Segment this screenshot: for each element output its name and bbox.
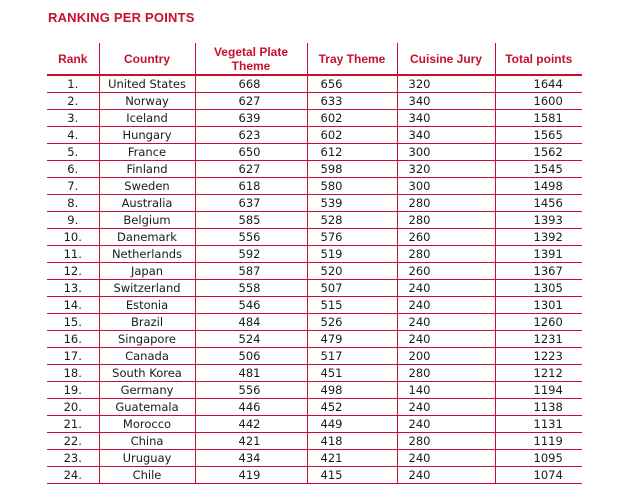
table-row xyxy=(47,399,582,416)
total-points-cell: 1231 xyxy=(495,331,582,348)
country-cell: France xyxy=(99,144,195,161)
header-cuisine-jury: Cuisine Jury xyxy=(397,43,495,75)
cuisine-jury-cell: 240 xyxy=(397,450,495,467)
rank-cell: 3. xyxy=(47,110,99,127)
total-points-cell: 1565 xyxy=(495,127,582,144)
rank-cell: 2. xyxy=(47,93,99,110)
tray-theme-cell: 451 xyxy=(307,365,397,382)
country-cell: Belgium xyxy=(99,212,195,229)
rank-cell: 16. xyxy=(47,331,99,348)
table-row xyxy=(47,467,582,484)
total-points-cell: 1131 xyxy=(495,416,582,433)
vegetal-plate-cell: 627 xyxy=(195,93,307,110)
rank-cell: 13. xyxy=(47,280,99,297)
vegetal-plate-cell: 481 xyxy=(195,365,307,382)
cuisine-jury-cell: 240 xyxy=(397,399,495,416)
header-row xyxy=(47,43,582,75)
vegetal-plate-cell: 556 xyxy=(195,382,307,399)
tray-theme-cell: 602 xyxy=(307,110,397,127)
tray-theme-cell: 507 xyxy=(307,280,397,297)
cuisine-jury-cell: 320 xyxy=(397,161,495,178)
rank-cell: 6. xyxy=(47,161,99,178)
vegetal-plate-cell: 546 xyxy=(195,297,307,314)
rank-cell: 1. xyxy=(47,75,99,93)
rank-cell: 4. xyxy=(47,127,99,144)
total-points-cell: 1260 xyxy=(495,314,582,331)
country-cell: Canada xyxy=(99,348,195,365)
rank-cell: 9. xyxy=(47,212,99,229)
total-points-cell: 1392 xyxy=(495,229,582,246)
vegetal-plate-cell: 650 xyxy=(195,144,307,161)
total-points-cell: 1074 xyxy=(495,467,582,484)
table-row xyxy=(47,263,582,280)
country-cell: Sweden xyxy=(99,178,195,195)
header-country: Country xyxy=(99,43,195,75)
cuisine-jury-cell: 280 xyxy=(397,246,495,263)
cuisine-jury-cell: 300 xyxy=(397,178,495,195)
cuisine-jury-cell: 340 xyxy=(397,93,495,110)
table-row xyxy=(47,195,582,212)
rank-cell: 21. xyxy=(47,416,99,433)
vegetal-plate-cell: 506 xyxy=(195,348,307,365)
total-points-cell: 1305 xyxy=(495,280,582,297)
rank-cell: 15. xyxy=(47,314,99,331)
tray-theme-cell: 515 xyxy=(307,297,397,314)
rank-cell: 19. xyxy=(47,382,99,399)
country-cell: Uruguay xyxy=(99,450,195,467)
total-points-cell: 1223 xyxy=(495,348,582,365)
tray-theme-cell: 526 xyxy=(307,314,397,331)
country-cell: Australia xyxy=(99,195,195,212)
cuisine-jury-cell: 240 xyxy=(397,416,495,433)
country-cell: Singapore xyxy=(99,331,195,348)
tray-theme-cell: 656 xyxy=(307,75,397,93)
header-vegetal-plate-theme: Vegetal Plate Theme xyxy=(195,43,307,75)
vegetal-plate-cell: 446 xyxy=(195,399,307,416)
tray-theme-cell: 580 xyxy=(307,178,397,195)
country-cell: Guatemala xyxy=(99,399,195,416)
table-row xyxy=(47,348,582,365)
cuisine-jury-cell: 240 xyxy=(397,297,495,314)
vegetal-plate-cell: 484 xyxy=(195,314,307,331)
cuisine-jury-cell: 340 xyxy=(397,110,495,127)
rank-cell: 5. xyxy=(47,144,99,161)
table-row xyxy=(47,331,582,348)
total-points-cell: 1562 xyxy=(495,144,582,161)
table-row xyxy=(47,178,582,195)
tray-theme-cell: 421 xyxy=(307,450,397,467)
cuisine-jury-cell: 140 xyxy=(397,382,495,399)
rank-cell: 8. xyxy=(47,195,99,212)
rank-cell: 22. xyxy=(47,433,99,450)
cuisine-jury-cell: 240 xyxy=(397,467,495,484)
vegetal-plate-cell: 627 xyxy=(195,161,307,178)
total-points-cell: 1301 xyxy=(495,297,582,314)
vegetal-plate-cell: 623 xyxy=(195,127,307,144)
tray-theme-cell: 520 xyxy=(307,263,397,280)
total-points-cell: 1393 xyxy=(495,212,582,229)
total-points-cell: 1581 xyxy=(495,110,582,127)
total-points-cell: 1545 xyxy=(495,161,582,178)
cuisine-jury-cell: 340 xyxy=(397,127,495,144)
tray-theme-cell: 517 xyxy=(307,348,397,365)
table-row xyxy=(47,365,582,382)
vegetal-plate-cell: 434 xyxy=(195,450,307,467)
country-cell: United States xyxy=(99,75,195,93)
vegetal-plate-cell: 524 xyxy=(195,331,307,348)
cuisine-jury-cell: 200 xyxy=(397,348,495,365)
total-points-cell: 1212 xyxy=(495,365,582,382)
country-cell: Hungary xyxy=(99,127,195,144)
country-cell: South Korea xyxy=(99,365,195,382)
tray-theme-cell: 612 xyxy=(307,144,397,161)
country-cell: Finland xyxy=(99,161,195,178)
cuisine-jury-cell: 260 xyxy=(397,229,495,246)
table-row xyxy=(47,314,582,331)
cuisine-jury-cell: 300 xyxy=(397,144,495,161)
tray-theme-cell: 449 xyxy=(307,416,397,433)
vegetal-plate-cell: 558 xyxy=(195,280,307,297)
vegetal-plate-cell: 419 xyxy=(195,467,307,484)
ranking-table xyxy=(47,43,582,484)
table-row xyxy=(47,127,582,144)
table-row xyxy=(47,246,582,263)
table-row xyxy=(47,382,582,399)
table-row xyxy=(47,110,582,127)
vegetal-plate-cell: 421 xyxy=(195,433,307,450)
total-points-cell: 1391 xyxy=(495,246,582,263)
table-row xyxy=(47,433,582,450)
total-points-cell: 1456 xyxy=(495,195,582,212)
country-cell: Estonia xyxy=(99,297,195,314)
table-row xyxy=(47,93,582,110)
table-row xyxy=(47,161,582,178)
rank-cell: 24. xyxy=(47,467,99,484)
total-points-cell: 1095 xyxy=(495,450,582,467)
total-points-cell: 1644 xyxy=(495,75,582,93)
cuisine-jury-cell: 240 xyxy=(397,314,495,331)
total-points-cell: 1600 xyxy=(495,93,582,110)
header-tray-theme: Tray Theme xyxy=(307,43,397,75)
table-row xyxy=(47,297,582,314)
cuisine-jury-cell: 260 xyxy=(397,263,495,280)
rank-cell: 12. xyxy=(47,263,99,280)
vegetal-plate-cell: 585 xyxy=(195,212,307,229)
table-row xyxy=(47,416,582,433)
table-row xyxy=(47,280,582,297)
rank-cell: 18. xyxy=(47,365,99,382)
vegetal-plate-cell: 637 xyxy=(195,195,307,212)
total-points-cell: 1367 xyxy=(495,263,582,280)
country-cell: China xyxy=(99,433,195,450)
tray-theme-cell: 479 xyxy=(307,331,397,348)
total-points-cell: 1119 xyxy=(495,433,582,450)
tray-theme-cell: 528 xyxy=(307,212,397,229)
rank-cell: 10. xyxy=(47,229,99,246)
cuisine-jury-cell: 240 xyxy=(397,331,495,348)
rank-cell: 7. xyxy=(47,178,99,195)
vegetal-plate-cell: 587 xyxy=(195,263,307,280)
country-cell: Norway xyxy=(99,93,195,110)
total-points-cell: 1498 xyxy=(495,178,582,195)
cuisine-jury-cell: 320 xyxy=(397,75,495,93)
cuisine-jury-cell: 240 xyxy=(397,280,495,297)
tray-theme-cell: 452 xyxy=(307,399,397,416)
header-rank: Rank xyxy=(47,43,99,75)
header-total-points: Total points xyxy=(495,43,582,75)
tray-theme-cell: 602 xyxy=(307,127,397,144)
cuisine-jury-cell: 280 xyxy=(397,195,495,212)
country-cell: Brazil xyxy=(99,314,195,331)
tray-theme-cell: 418 xyxy=(307,433,397,450)
country-cell: Japan xyxy=(99,263,195,280)
table-row xyxy=(47,450,582,467)
ranking-table-body xyxy=(47,75,582,484)
cuisine-jury-cell: 280 xyxy=(397,365,495,382)
vegetal-plate-cell: 668 xyxy=(195,75,307,93)
tray-theme-cell: 415 xyxy=(307,467,397,484)
vegetal-plate-cell: 592 xyxy=(195,246,307,263)
total-points-cell: 1194 xyxy=(495,382,582,399)
rank-cell: 11. xyxy=(47,246,99,263)
country-cell: Germany xyxy=(99,382,195,399)
country-cell: Morocco xyxy=(99,416,195,433)
tray-theme-cell: 519 xyxy=(307,246,397,263)
rank-cell: 20. xyxy=(47,399,99,416)
rank-cell: 14. xyxy=(47,297,99,314)
tray-theme-cell: 498 xyxy=(307,382,397,399)
tray-theme-cell: 539 xyxy=(307,195,397,212)
vegetal-plate-cell: 442 xyxy=(195,416,307,433)
tray-theme-cell: 598 xyxy=(307,161,397,178)
table-row xyxy=(47,75,582,93)
page-title: RANKING PER POINTS xyxy=(48,10,195,25)
country-cell: Netherlands xyxy=(99,246,195,263)
country-cell: Danemark xyxy=(99,229,195,246)
vegetal-plate-cell: 556 xyxy=(195,229,307,246)
tray-theme-cell: 633 xyxy=(307,93,397,110)
table-row xyxy=(47,229,582,246)
country-cell: Switzerland xyxy=(99,280,195,297)
country-cell: Chile xyxy=(99,467,195,484)
cuisine-jury-cell: 280 xyxy=(397,433,495,450)
cuisine-jury-cell: 280 xyxy=(397,212,495,229)
table-row xyxy=(47,212,582,229)
vegetal-plate-cell: 618 xyxy=(195,178,307,195)
rank-cell: 23. xyxy=(47,450,99,467)
total-points-cell: 1138 xyxy=(495,399,582,416)
vegetal-plate-cell: 639 xyxy=(195,110,307,127)
rank-cell: 17. xyxy=(47,348,99,365)
table-row xyxy=(47,144,582,161)
country-cell: Iceland xyxy=(99,110,195,127)
tray-theme-cell: 576 xyxy=(307,229,397,246)
